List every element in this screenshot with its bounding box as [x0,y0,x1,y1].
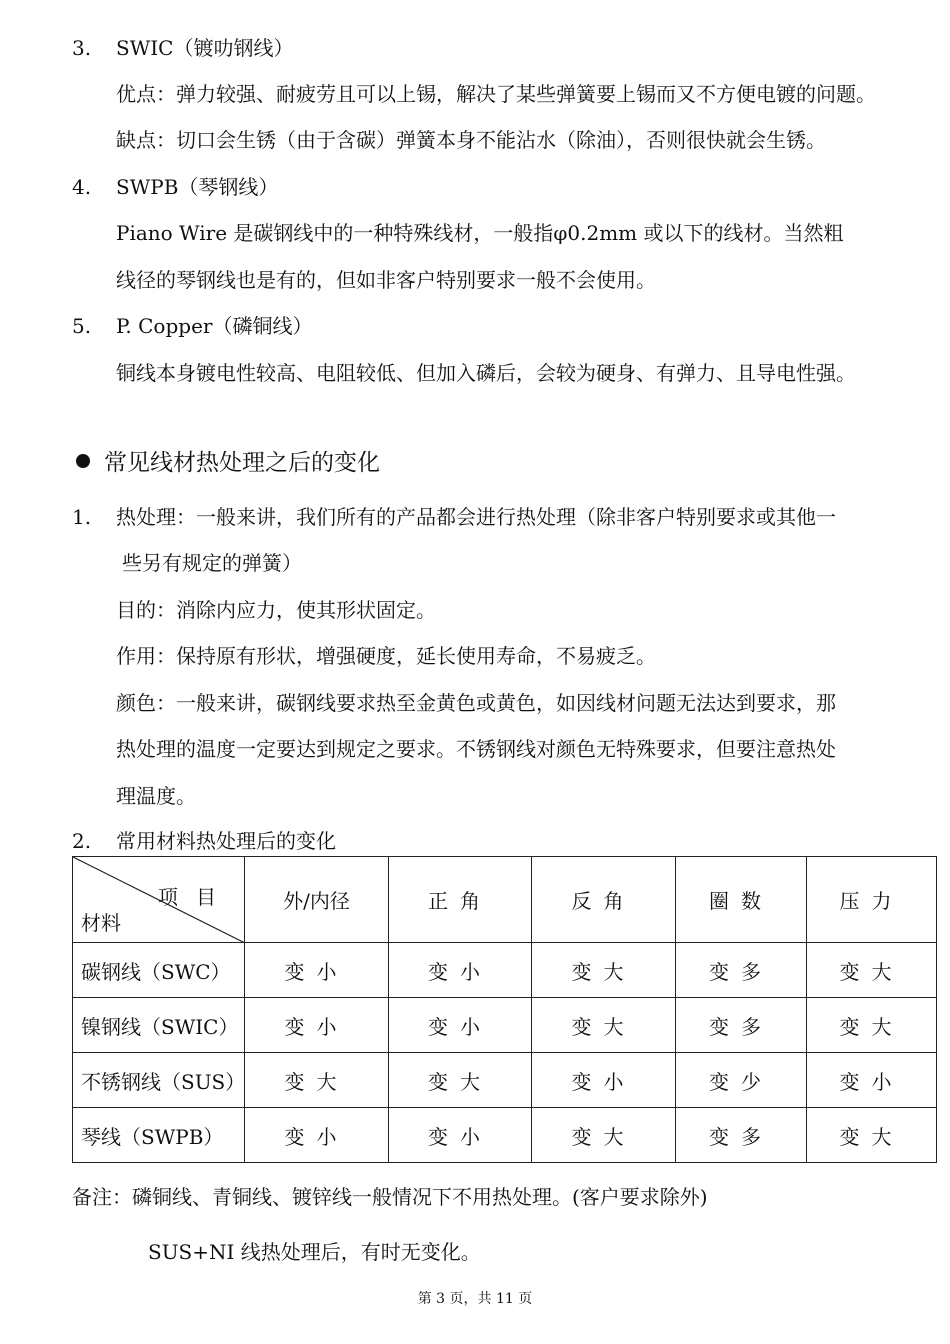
table-cell: 变大 [532,943,676,998]
section-heading [76,448,380,478]
swic-disadvantage: 缺点：切口会生锈（由于含碳）弹簧本身不能沾水（除油），否则很快就会生锈。 [116,128,826,152]
heat-treatment-table [72,856,937,1163]
table-cell: 变小 [245,1108,389,1163]
heat-purpose: 目的：消除内应力，使其形状固定。 [116,598,436,622]
item-number-3: 3. [72,36,92,60]
table-row [73,998,937,1053]
swpb-line-1: Piano Wire 是碳钢线中的一种特殊线材，一般指φ0.2mm 或以下的线材。当然粗 [116,221,844,245]
table-cell: 变多 [676,998,807,1053]
table-material-cell: 镍钢线（SWIC） [73,998,245,1053]
table-cell: 变大 [245,1053,389,1108]
table-cell: 变小 [245,943,389,998]
table-row [73,1053,937,1108]
heat-effect: 作用：保持原有形状，增强硬度，延长使用寿命，不易疲乏。 [116,644,656,668]
table-cell: 变大 [532,998,676,1053]
table-cell: 变多 [676,1108,807,1163]
item-number-4: 4. [72,175,92,199]
table-header-row [73,857,937,943]
heat-color-1: 颜色：一般来讲，碳钢线要求热至金黄色或黄色，如因线材问题无法达到要求，那 [116,691,836,715]
table-header-cell: 反角 [532,857,676,943]
table-header-cell: 外/内径 [245,857,389,943]
notes-line-1: 备注：磷铜线、青铜线、镀锌线一般情况下不用热处理。(客户要求除外) [72,1185,708,1209]
table-material-cell: 不锈钢线（SUS） [73,1053,245,1108]
heat-color-3: 理温度。 [116,784,196,808]
table-cell: 变小 [807,1053,937,1108]
table-cell: 变大 [807,998,937,1053]
corner-label-material: 材料 [81,911,121,935]
table-header-cell: 正角 [389,857,532,943]
swpb-line-2: 线径的琴钢线也是有的，但如非客户特别要求一般不会使用。 [116,268,656,292]
table-row [73,1108,937,1163]
table-row [73,943,937,998]
swpb-title: SWPB（琴钢线） [116,175,279,199]
notes-line-2: SUS+NI 线热处理后，有时无变化。 [148,1240,481,1264]
table-cell: 变大 [389,1053,532,1108]
table-material-cell: 碳钢线（SWC） [73,943,245,998]
swic-title: SWIC（镀叻钢线） [116,36,294,60]
table-cell: 变小 [389,943,532,998]
corner-label-item: 项目 [158,885,234,909]
item-number-5: 5. [72,314,92,338]
table-cell: 变大 [807,1108,937,1163]
table-cell: 变小 [532,1053,676,1108]
page-footer: 第 3 页，共 11 页 [417,1291,533,1307]
table-header-cell: 压力 [807,857,937,943]
table-cell: 变大 [532,1108,676,1163]
heat-line-2: 些另有规定的弹簧） [122,551,302,575]
heat-color-2: 热处理的温度一定要达到规定之要求。不锈钢线对颜色无特殊要求，但要注意热处 [116,737,836,761]
section-heading-text: 常见线材热处理之后的变化 [104,450,380,476]
table-cell: 变多 [676,943,807,998]
copper-title: P. Copper（磷铜线） [116,314,313,338]
table-cell: 变少 [676,1053,807,1108]
table-header-cell: 圈数 [676,857,807,943]
heat-line-1: 热处理：一般来讲，我们所有的产品都会进行热处理（除非客户特别要求或其他一 [116,505,836,529]
copper-line-1: 铜线本身镀电性较高、电阻较低、但加入磷后，会较为硬身、有弹力、且导电性强。 [116,361,856,385]
table-intro-text: 常用材料热处理后的变化 [116,829,336,853]
table-cell: 变小 [245,998,389,1053]
swic-advantage: 优点：弹力较强、耐疲劳且可以上锡，解决了某些弹簧要上锡而又不方便电镀的问题。 [116,82,876,106]
item-number-1: 1. [72,505,92,529]
table-cell: 变小 [389,1108,532,1163]
table-material-cell: 琴线（SWPB） [73,1108,245,1163]
table-cell: 变小 [389,998,532,1053]
table-cell: 变大 [807,943,937,998]
table-corner-cell [73,857,245,943]
item-number-2: 2. [72,829,92,853]
bullet-icon [76,454,90,468]
